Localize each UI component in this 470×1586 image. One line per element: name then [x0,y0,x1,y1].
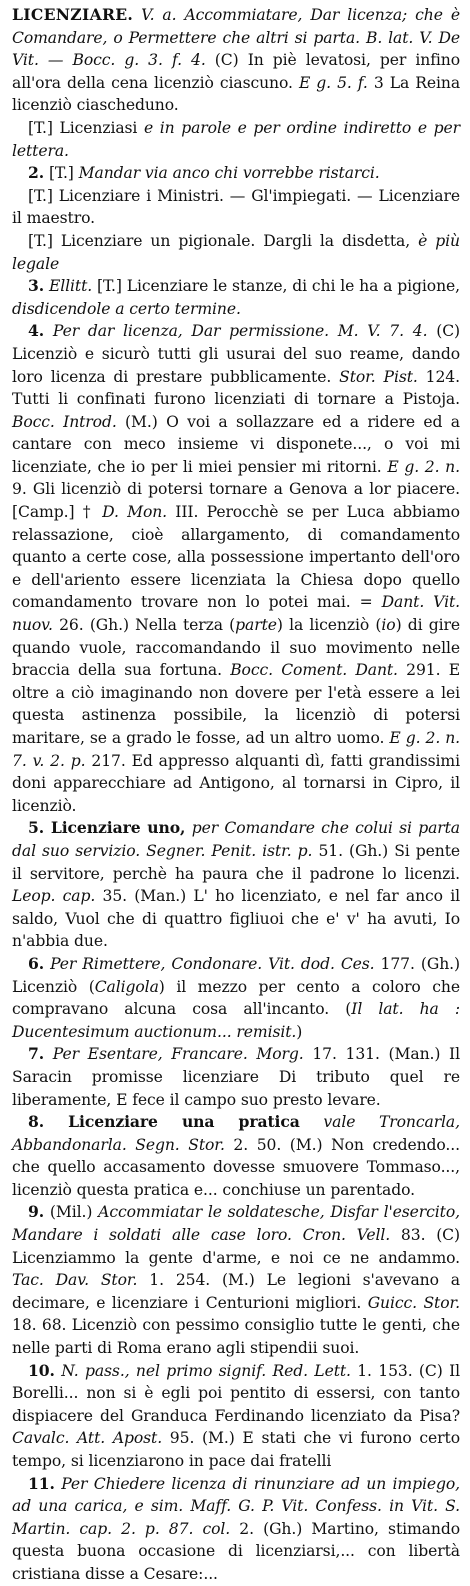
entry-text: 8. Licenziare una pratica [28,1112,300,1132]
headword: LICENZIARE. [12,5,134,24]
entry-text: 11. [28,1473,55,1493]
entry-text: ) la licenziò ( [276,616,382,635]
entry-text: Caligola [94,977,159,996]
entry-text: Bocc. Coment. Dant. [230,661,398,680]
entry-text: 2. 50. (M.) Non credendo... che quello accasamento dovesse smuovere Tommaso..., licenziò questa pratica e... conchiuse un parentado. [12,1135,461,1199]
entry-text: è più legale [12,231,460,273]
entry-text [300,1113,324,1131]
entry-text: 26. (Gh.) Nella terza ( [52,616,236,635]
entry-text: Ellitt. [48,277,93,296]
entry-text: [T.] [44,164,79,183]
entry-text: Mandar via anco chi vorrebbe ristarci. [78,164,380,183]
entry-text: [T.] Licenziare le stanze, di chi le ha a pigione, [92,277,460,296]
entry-text: 217. Ed appresso alquanti dì, fatti grandissimi doni apparecchiare ad Antigono, al tornarsi in Cipro, il licenziò. [12,751,461,815]
entry-text: D. Mon. [102,503,168,522]
entry-main [12,4,460,117]
entry-text: 124. Tutti li confinati furono licenziati di tornare a Pistoja. [12,367,460,409]
entry-text: 17. 131. (Man.) Il Saracin promisse licenziare Di tributo quel re liberamente, E fece il campo suo presto levare. [12,1045,461,1109]
entry-list [12,4,460,1586]
entry-text: ) il mezzo per cento a coloro che compravano alcuna cosa all'incanto. ( [12,977,460,1019]
entry-text: per Comandare che colui si parta dal suo servizio. Segner. Penit. istr. p. [12,819,460,860]
entry-text: Per Esentare, Francare. Morg. [52,1045,304,1064]
entry-text: III. Perocchè se per Luca abbiamo relassazione, cioè allargamento, di comandamento quanto a certe cose, alla possessione impertanto dell'oro e dell'ariento essere licenziata la Chiesa dopo quello comandamento trovare non lo potei mai. = [12,503,460,612]
entry-text: disdicendole a certo termine. [12,299,241,318]
entry-text [133,6,141,24]
entry-n3 [12,275,460,320]
entry-text: 291. E oltre a ciò imaginando non dovere per l'età essere a lei questa astinenza possibile, la licenziò di potersi maritare, se a grado le fosse, ad un altro uomo. [12,661,460,747]
entry-t3 [12,230,460,275]
entry-text: vale Troncarla, Abbandonarla. Segn. Stor. [12,1113,460,1154]
entry-text: 9. [28,1202,45,1222]
entry-text: Cavalc. Att. Apost. [12,1429,163,1448]
entry-text: ) [296,1022,303,1041]
entry-text: E g. 5. f. [298,73,368,92]
entry-text: [T.] Licenziare un pigionale. Dargli la disdetta, [28,231,419,250]
entry-text: 5. Licenziare uno, [28,818,186,838]
entry-t2 [12,185,460,230]
entry-text: (C) In piè levatosi, per infino all'ora della cena licenziò ciascuno. [12,51,460,92]
entry-text: Per Rimettere, Condonare. Vit. dod. Ces. [50,954,375,973]
entry-text: Dant. Vit. nuov. [12,593,460,635]
entry-n2 [12,162,460,185]
entry-text: io [381,616,396,635]
entry-text: parte [235,616,277,635]
entry-n9 [12,1201,460,1359]
entry-n7 [12,1043,460,1111]
entry-text: N. pass., nel primo signif. Red. Lett. [61,1361,351,1380]
entry-text: 1. 153. (C) Il Borelli... non si è egli poi pentito di essersi, con tanto dispiacere del Granduca Ferdinando licenziato da Pisa? [12,1361,461,1425]
entry-text: 10. [28,1360,55,1380]
entry-text: 4. [28,321,45,341]
entry-text: 1. 254. (M.) Le legioni s'avevano a decimare, e licenziare i Centurioni migliori. [12,1271,460,1312]
entry-text: E g. 2. n. 7. v. 2. p. [12,729,461,770]
entry-text: 177. (Gh.) Licenziò ( [12,954,460,996]
entry-text: Bocc. Introd. [12,412,117,431]
entry-text: 35. (Man.) L' ho licenziato, e nel far anco il saldo, Vuol che di quattro figliuoi che e' v' ha avuti, Io n'abbia due. [12,887,460,951]
entry-text: 95. (M.) E stati che vi furono certo tempo, si licenziarono in pace dai fratelli [12,1429,460,1470]
entry-n6 [12,953,460,1043]
entry-text: (Mil.) [44,1203,99,1222]
entry-text: V. a. Accommiatare, Dar licenza; che è Comandare, o Permettere che altri si parta. B. lat. V. De Vit. — Bocc. g. 3. f. 4. [12,6,460,70]
entry-text [44,322,53,340]
entry-t1 [12,117,460,162]
entry-text: 6. [28,953,45,973]
entry-text: 2. [28,163,45,183]
entry-text: 51. (Gh.) Si pente il servitore, perchè ha paura che il padrone lo licenzi. [12,841,460,883]
entry-text: Accommiatar le soldatesche, Disfar l'esercito, Mandare i soldati alle case loro. Cron. Vell. [12,1203,460,1245]
entry-text: Guicc. Stor. [367,1293,461,1312]
entry-text: 83. (C) Licenziammo la gente d'arme, e noi ce ne andammo. [12,1226,460,1267]
entry-text: Tac. Dav. Stor. [12,1271,138,1290]
entry-text: ) di gire quando vuole, raccomandando il suo movimento nelle braccia della sua fortuna. [12,616,460,680]
entry-text: 3 La Reina licenziò ciascheduno. [12,73,461,115]
entry-text: (C) Licenziò e sicurò tutti gli usurai del suo reame, dando loro licenza di prestare pubblicamente. [12,322,461,386]
entry-text: 3. [28,276,45,296]
entry-text: [T.] Licenziasi [28,118,144,137]
entry-n4 [12,320,460,817]
entry-text: Stor. Pist. [339,367,418,386]
entry-text: Il lat. ha : Ducentesimum auctionum... remisit. [12,1000,460,1041]
entry-text: [T.] Licenziare i Ministri. — Gl'impiegati. — Licenziare il maestro. [12,186,460,228]
entry-n11 [12,1473,460,1586]
entry-text: 18. 68. Licenziò con pessimo consiglio tutte le genti, che nelle parti di Roma erano agli stipendii suoi. [12,1316,460,1358]
entry-n8 [12,1111,460,1201]
entry-n5 [12,817,460,953]
entry-text: E g. 2. n. [387,457,460,476]
entry-text: Per Chiedere licenza di rinunziare ad un impiego, ad una carica, e sim. Maff. G. P. Vit. Confess. in Vit. S. Martin. cap. 2. p. 87. col. [12,1474,461,1538]
entry-text: 7. [28,1044,45,1064]
entry-text: 9. Gli licenziò di potersi tornare a Genova a lor piacere. [Camp.] † [12,480,460,522]
entry-text: Per dar licenza, Dar permissione. M. V. 7. 4. [52,322,428,341]
entry-text: (M.) O voi a sollazzare ed a ridere ed a cantare con meco insieme vi disponete..., o voi mi licenziate, che io per li miei pensier mi ritorni. [12,412,460,476]
entry-text [44,1045,53,1063]
entry-text: 2. (Gh.) Martino, stimando questa buona occasione di licenziarsi,... con libertà cristiana disse a Cesare:... [12,1519,460,1583]
entry-text: e in parole e per ordine indiretto e per lettera. [12,118,460,160]
entry-text: Leop. cap. [12,887,96,906]
entry-n10 [12,1360,460,1473]
